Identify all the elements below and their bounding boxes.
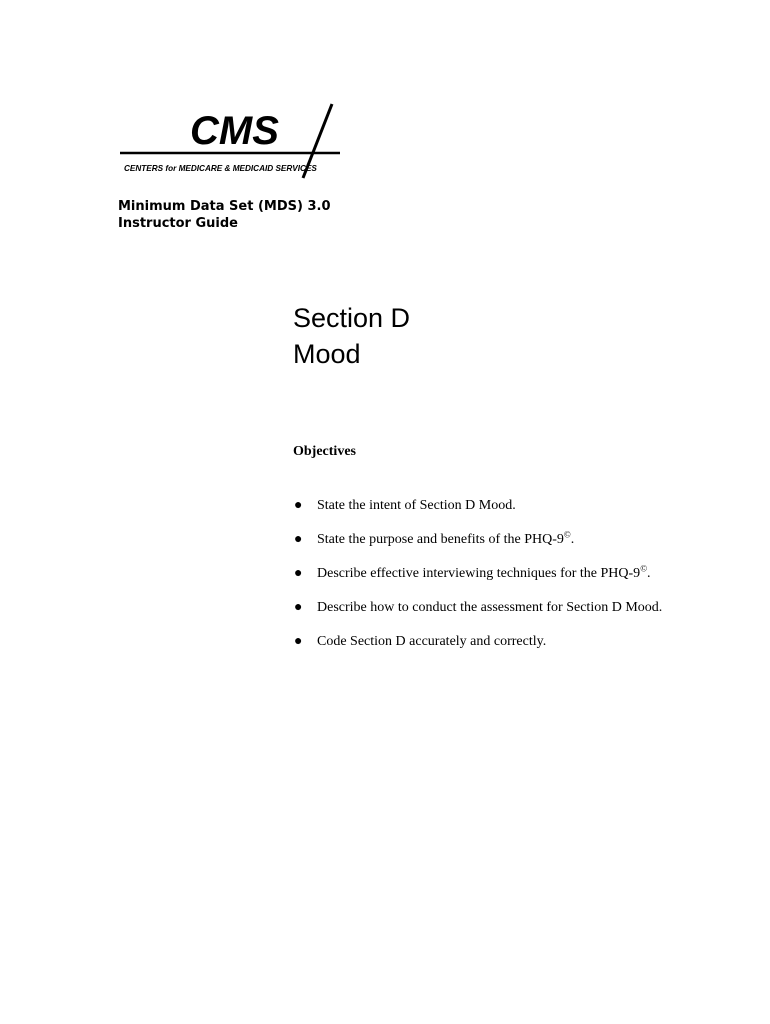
document-title-line1: Minimum Data Set (MDS) 3.0 [118,199,331,214]
bullet-icon: ● [294,600,303,615]
bullet-icon: ● [294,566,303,581]
objective-text: Describe how to conduct the assessment for Section D Mood. [317,600,663,615]
bullet-icon: ● [294,532,303,547]
list-item [293,599,663,617]
section-heading-line1: Section D [293,303,411,333]
objective-text: State the purpose and benefits of the PHQ-9 [317,532,564,547]
copyright-mark: © [640,563,648,574]
bullet-icon: ● [294,498,303,513]
objective-punctuation: . [647,566,651,581]
objectives-list [293,497,663,667]
objective-text: Describe effective interviewing techniques for the PHQ-9 [317,566,641,581]
list-item [293,531,663,549]
document-title-line2: Instructor Guide [118,216,239,231]
objective-text: Code Section D accurately and correctly. [317,634,547,649]
list-item [293,565,663,583]
cms-logo [118,100,343,180]
list-item [293,497,663,515]
cms-logo-icon [118,100,343,180]
logo-mark: CMS [190,109,279,153]
objectives-heading: Objectives [293,444,356,459]
bullet-icon: ● [294,634,303,649]
objective-punctuation: . [570,532,575,547]
logo-subtitle: CENTERS for MEDICARE & MEDICAID SERVICES [124,164,317,173]
document-title [118,198,331,232]
objective-text: State the intent of Section D Mood. [317,498,516,513]
list-item [293,633,663,651]
section-heading [293,300,410,372]
copyright-mark: © [563,529,571,540]
section-heading-line2: Mood [293,339,361,369]
